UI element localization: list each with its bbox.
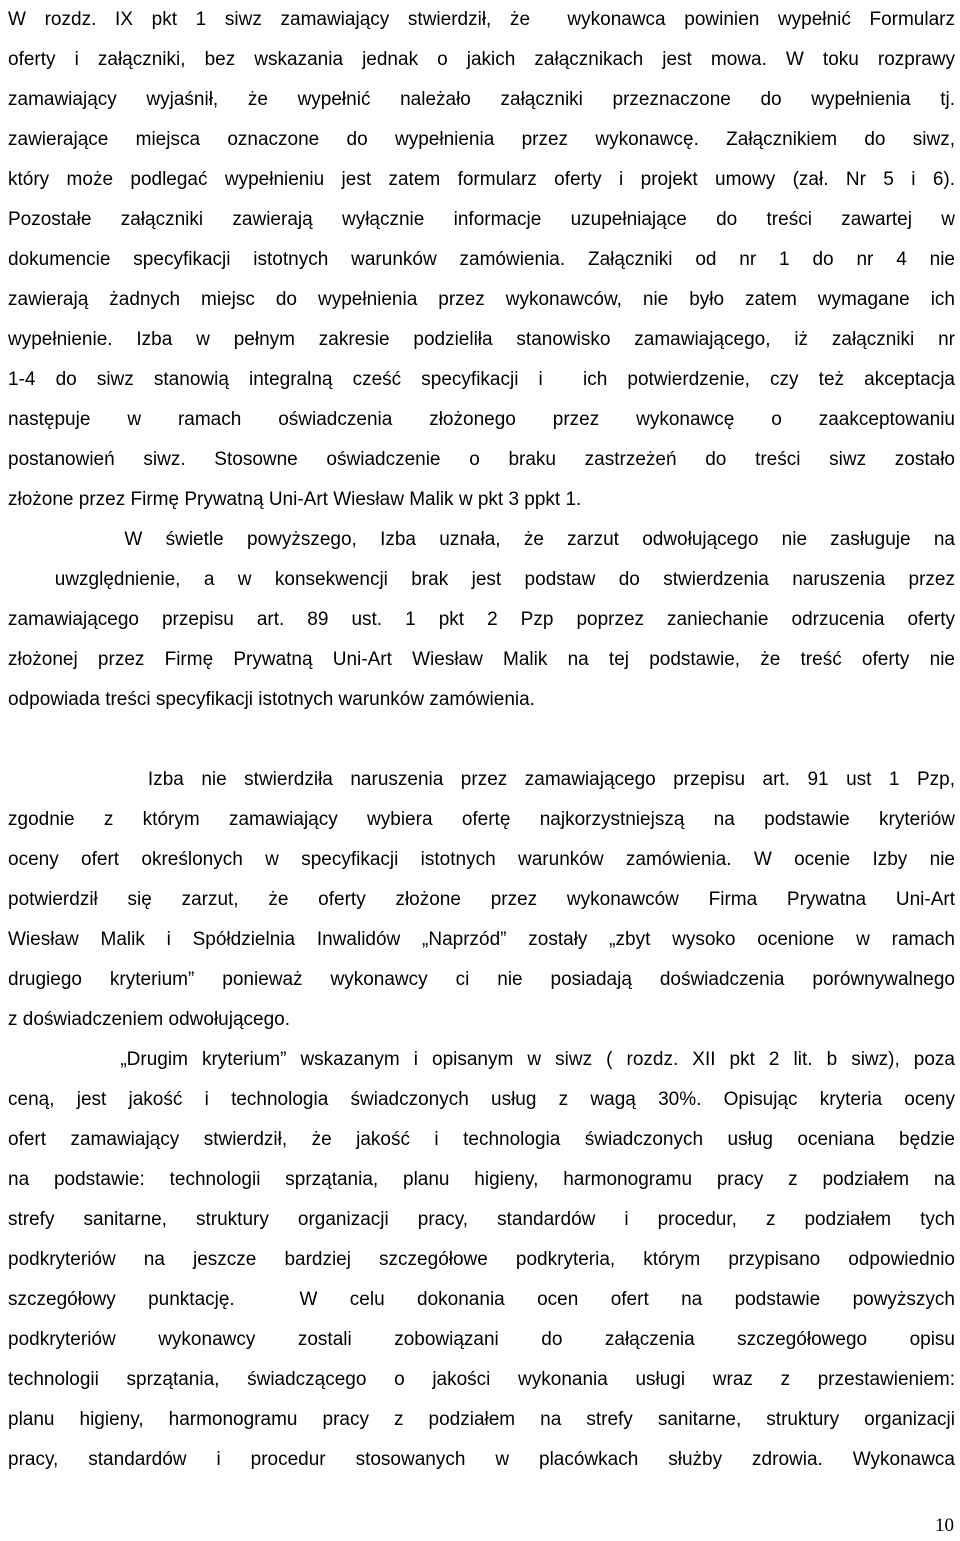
text-line: podkryteriów wykonawcy zostali zobowiązani do załączenia szczegółowego opisu [8, 1329, 955, 1350]
body-text [8, 0, 955, 1480]
text-line: który może podlegać wypełnieniu jest zatem formularz oferty i projekt umowy (zał. Nr 5 i 6). [8, 169, 955, 190]
paragraph [8, 760, 955, 1040]
text-line: zawierają żadnych miejsc do wypełnienia przez wykonawców, nie było zatem wymagane ich [8, 289, 955, 310]
text-line: Izba nie stwierdziła naruszenia przez zamawiającego przepisu art. 91 ust 1 Pzp, [8, 769, 955, 790]
text-line: W świetle powyższego, Izba uznała, że zarzut odwołującego nie zasługuje na [8, 529, 955, 550]
text-line: technologii sprzątania, świadczącego o jakości wykonania usługi wraz z przestawieniem: [8, 1369, 955, 1390]
text-line: Pozostałe załączniki zawierają wyłącznie informacje uzupełniające do treści zawartej w [8, 209, 955, 230]
text-line: podkryteriów na jeszcze bardziej szczegółowe podkryteria, którym przypisano odpowiednio [8, 1249, 955, 1270]
text-line: dokumencie specyfikacji istotnych warunków zamówienia. Załączniki od nr 1 do nr 4 nie [8, 249, 955, 270]
text-line: postanowień siwz. Stosowne oświadczenie o braku zastrzeżeń do treści siwz zostało [8, 449, 955, 470]
text-line: odpowiada treści specyfikacji istotnych warunków zamówienia. [8, 689, 535, 710]
text-line: zamawiającego przepisu art. 89 ust. 1 pkt 2 Pzp poprzez zaniechanie odrzucenia oferty [8, 609, 955, 630]
text-line: planu higieny, harmonogramu pracy z podziałem na strefy sanitarne, struktury organizacji [8, 1409, 955, 1430]
text-line: złożonej przez Firmę Prywatną Uni-Art Wiesław Malik na tej podstawie, że treść oferty nie [8, 649, 955, 670]
text-line: zamawiający wyjaśnił, że wypełnić należało załączniki przeznaczone do wypełnienia tj. [8, 89, 955, 110]
paragraph [8, 520, 955, 720]
text-line: na podstawie: technologii sprzątania, planu higieny, harmonogramu pracy z podziałem na [8, 1169, 955, 1190]
text-line: ofert zamawiający stwierdził, że jakość i technologia świadczonych usług oceniana będzie [8, 1129, 955, 1150]
text-line: pracy, standardów i procedur stosowanych w placówkach służby zdrowia. Wykonawca [8, 1449, 955, 1470]
text-line: „Drugim kryterium” wskazanym i opisanym w siwz ( rozdz. XII pkt 2 lit. b siwz), poza [8, 1049, 955, 1070]
paragraph-gap [8, 720, 955, 760]
paragraph [8, 0, 955, 520]
text-line: zgodnie z którym zamawiający wybiera ofertę najkorzystniejszą na podstawie kryteriów [8, 809, 955, 830]
text-line: drugiego kryterium” ponieważ wykonawcy ci nie posiadają doświadczenia porównywalnego [8, 969, 955, 990]
text-line: 1-4 do siwz stanowią integralną cześć specyfikacji i ich potwierdzenie, czy też akceptacja [8, 369, 955, 390]
text-line: szczegółowy punktację. W celu dokonania ocen ofert na podstawie powyższych [8, 1289, 955, 1310]
page-number: 10 [935, 1515, 954, 1536]
text-line: ceną, jest jakość i technologia świadczonych usług z wagą 30%. Opisując kryteria oceny [8, 1089, 955, 1110]
paragraph [8, 1040, 955, 1480]
text-line: uwzględnienie, a w konsekwencji brak jest podstaw do stwierdzenia naruszenia przez [8, 569, 955, 590]
text-line: W rozdz. IX pkt 1 siwz zamawiający stwierdził, że wykonawca powinien wypełnić Formularz [8, 9, 955, 30]
text-line: Wiesław Malik i Spółdzielnia Inwalidów „Naprzód” zostały „zbyt wysoko ocenione w ramach [8, 929, 955, 950]
text-line: oferty i załączniki, bez wskazania jednak o jakich załącznikach jest mowa. W toku rozprawy [8, 49, 955, 70]
text-line: z doświadczeniem odwołującego. [8, 1009, 290, 1030]
text-line: wypełnienie. Izba w pełnym zakresie podzieliła stanowisko zamawiającego, iż załączniki nr [8, 329, 955, 350]
text-line: potwierdził się zarzut, że oferty złożone przez wykonawców Firma Prywatna Uni-Art [8, 889, 955, 910]
text-line: oceny ofert określonych w specyfikacji istotnych warunków zamówienia. W ocenie Izby nie [8, 849, 955, 870]
text-line: strefy sanitarne, struktury organizacji pracy, standardów i procedur, z podziałem tych [8, 1209, 955, 1230]
text-line: złożone przez Firmę Prywatną Uni-Art Wiesław Malik w pkt 3 ppkt 1. [8, 489, 582, 510]
text-line: następuje w ramach oświadczenia złożonego przez wykonawcę o zaakceptowaniu [8, 409, 955, 430]
text-line: zawierające miejsca oznaczone do wypełnienia przez wykonawcę. Załącznikiem do siwz, [8, 129, 955, 150]
